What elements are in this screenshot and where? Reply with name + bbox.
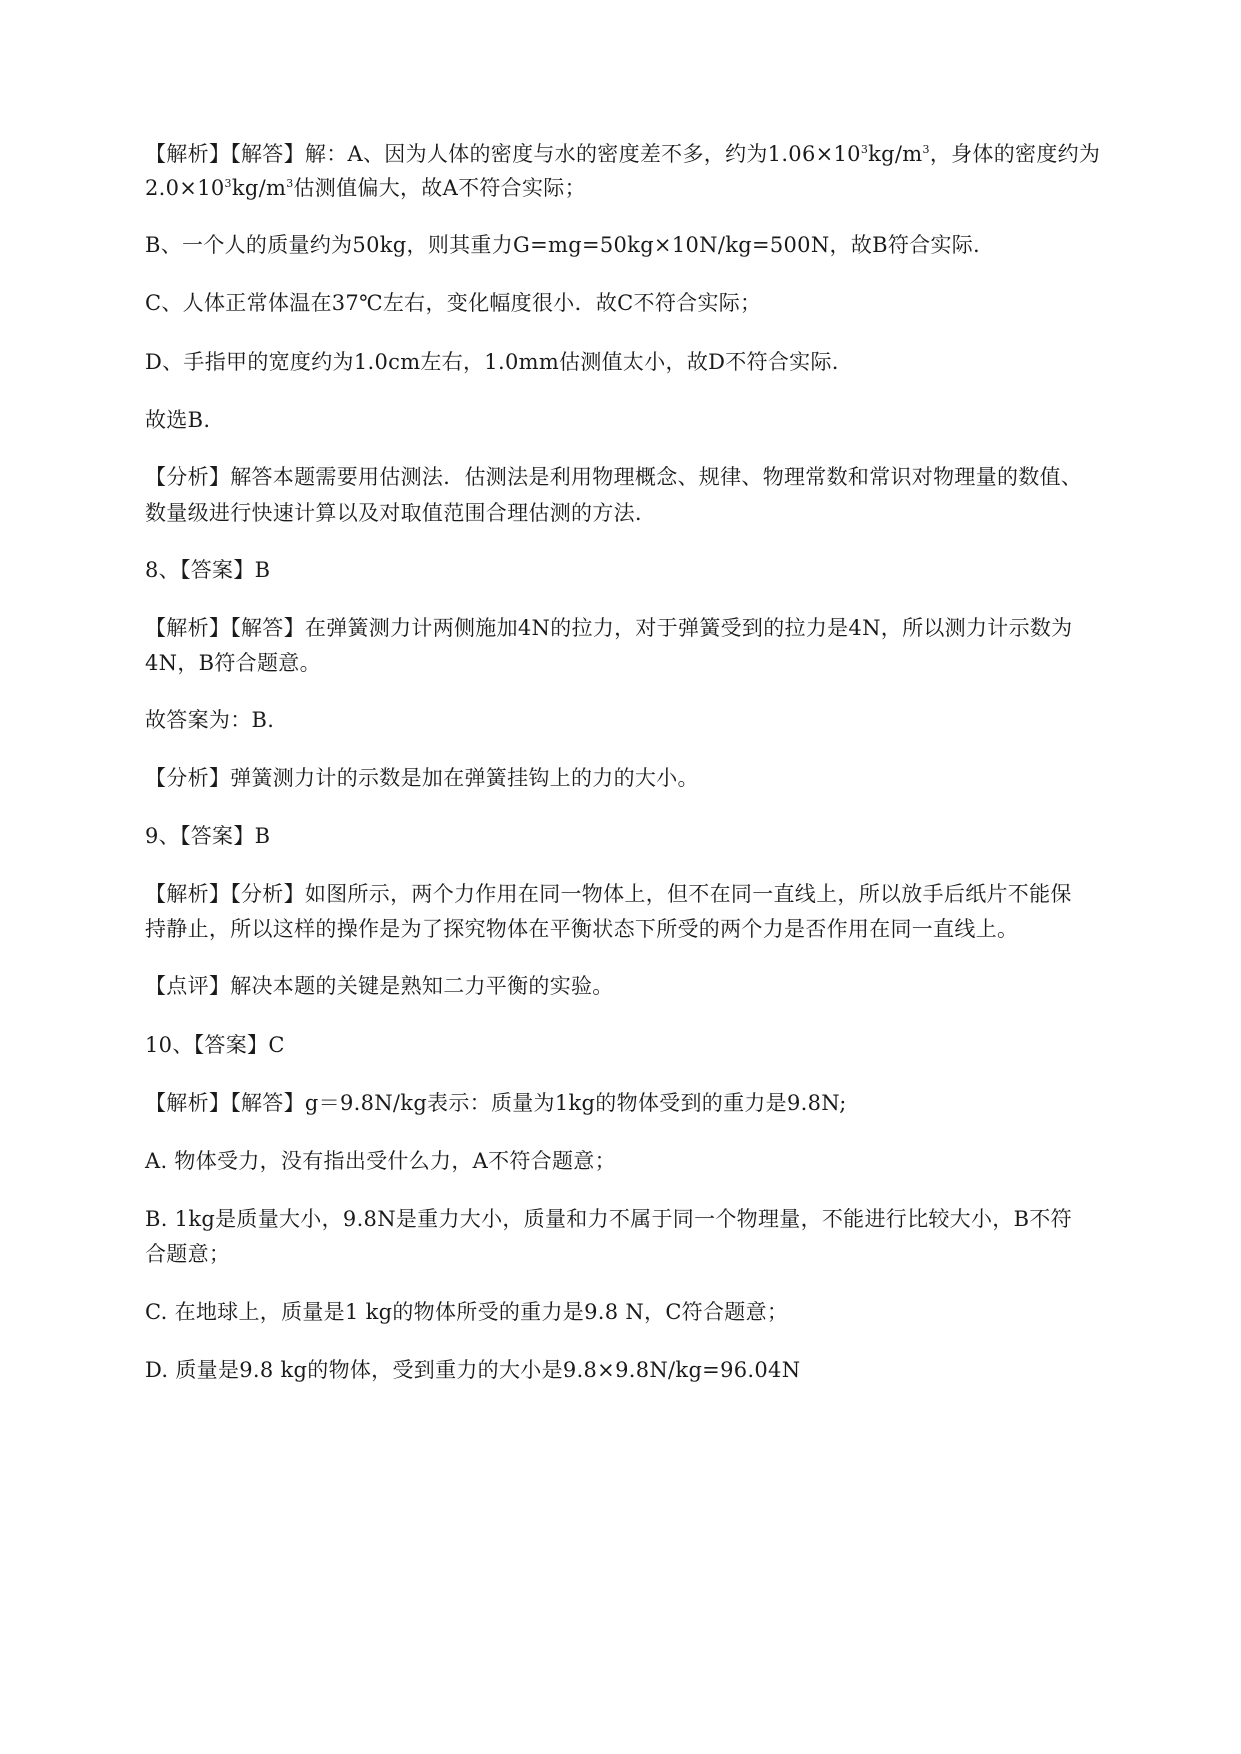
answer-heading-10: 10、【答案】C bbox=[145, 1033, 285, 1057]
text-line: 【分析】解答本题需要用估测法．估测法是利用物理概念、规律、物理常数和常识对物理量的数值、 bbox=[145, 465, 1083, 489]
text-line: D、手指甲的宽度约为1.0cm左右，1.0mm估测值太小，故D不符合实际. bbox=[145, 350, 839, 374]
text-line: 数量级进行快速计算以及对取值范围合理估测的方法. bbox=[145, 501, 642, 525]
text-line: C、人体正常体温在37℃左右，变化幅度很小．故C不符合实际； bbox=[145, 291, 762, 315]
text-line: B. 1kg是质量大小，9.8N是重力大小，质量和力不属于同一个物理量，不能进行比较大小，B不符 bbox=[145, 1207, 1072, 1231]
text-line: 【解析】【分析】如图所示，两个力作用在同一物体上，但不在同一直线上，所以放手后纸片不能保 bbox=[145, 882, 1072, 906]
text-line: $2.0\times 10^3kg/m^3$估测值偏大，故A不符合实际； bbox=[145, 176, 586, 200]
text-line: 【解析】【解答】解：A、因为人体的密度与水的密度差不多，约为$1.06\times 10^3kg/m^3$，身体的密度约为 bbox=[145, 142, 1101, 166]
text-line: 故选B. bbox=[145, 408, 211, 432]
text-line: 【解析】【解答】在弹簧测力计两侧施加4N的拉力，对于弹簧受到的拉力是4N，所以测力计示数为 bbox=[145, 616, 1073, 640]
answer-heading-8: 8、【答案】B bbox=[145, 558, 271, 582]
text-line: C. 在地球上，质量是1 kg的物体所受的重力是9.8 N，C符合题意； bbox=[145, 1300, 789, 1324]
answer-heading-9: 9、【答案】B bbox=[145, 824, 271, 848]
text-line: A. 物体受力，没有指出受什么力，A不符合题意； bbox=[145, 1149, 616, 1173]
text-line: B、一个人的质量约为50kg，则其重力G=mg=50kg×10N/kg=500N，故B符合实际. bbox=[145, 233, 981, 257]
text-line: D. 质量是9.8 kg的物体，受到重力的大小是9.8×9.8N/kg=96.04N bbox=[145, 1358, 801, 1382]
text-line: 故答案为：B. bbox=[145, 708, 275, 732]
text-line: 合题意； bbox=[145, 1242, 231, 1266]
text-line: 【解析】【解答】g＝9.8N/kg表示：质量为1kg的物体受到的重力是9.8N; bbox=[145, 1091, 847, 1115]
text-line: 【分析】弹簧测力计的示数是加在弹簧挂钩上的力的大小。 bbox=[145, 766, 699, 790]
text-line: 4N，B符合题意。 bbox=[145, 651, 321, 675]
text-line: 持静止，所以这样的操作是为了探究物体在平衡状态下所受的两个力是否作用在同一直线上。 bbox=[145, 917, 1019, 941]
text-line: 【点评】解决本题的关键是熟知二力平衡的实验。 bbox=[145, 974, 614, 998]
